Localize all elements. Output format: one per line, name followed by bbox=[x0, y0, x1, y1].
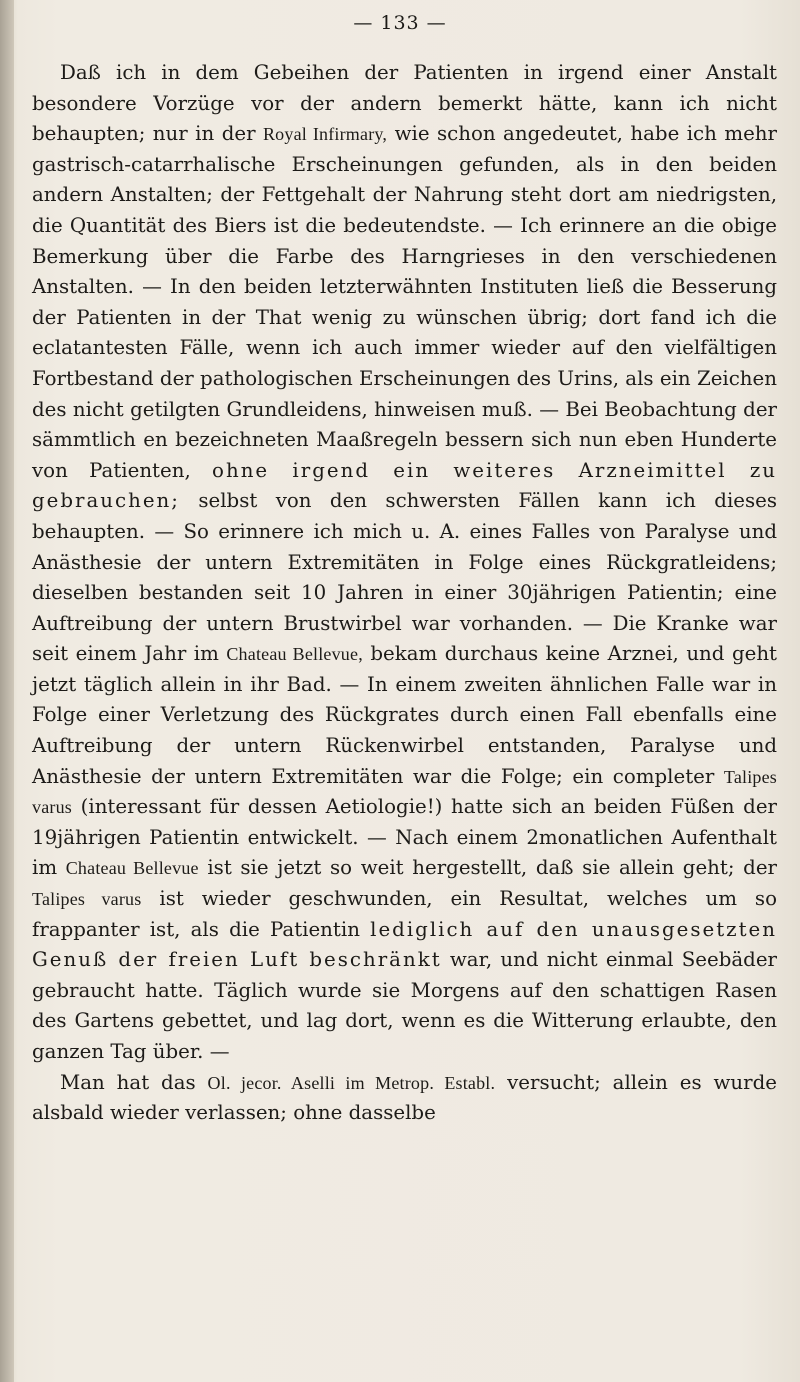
text-segment-roman: Royal Infirmary, bbox=[262, 124, 388, 145]
text-segment-roman: Ol. jecor. Aselli im Metrop. Establ. bbox=[207, 1072, 496, 1093]
text-segment: Man hat das bbox=[60, 1070, 208, 1094]
text-segment: selbst von den schwersten Fällen kann ich dieses behaupten. — So erinnere ich mich u. A. eines Falles von Paralyse und Anästhesie der untern Extremitäten in Folge eines Rückgratleidens; dieselben bestanden seit 10 Jahren in einer 30jährigen Patientin; eine Auftreibung der untern Brustwirbel war vorhanden. — Die Kranke war seit einem Jahr im bbox=[32, 489, 777, 666]
paragraph-2 bbox=[32, 1068, 777, 1129]
text-segment-roman: Chateau Bellevue, bbox=[226, 644, 363, 665]
text-segment: war, und nicht einmal Seebäder gebraucht hatte. Täglich wurde sie Morgens auf den schattigen Rasen des Gartens gebettet, und lag dort, wenn es die Witterung erlaubte, den ganzen Tag über. — bbox=[32, 948, 777, 1063]
text-segment-roman: Chateau Bellevue bbox=[65, 858, 199, 879]
text-segment: versucht; allein es wurde alsbald wieder verlassen; ohne dasselbe bbox=[32, 1070, 778, 1125]
page-number-header: — 133 — bbox=[353, 12, 447, 34]
text-segment-roman: Talipes varus bbox=[32, 889, 142, 910]
text-segment: bekam durchaus keine Arznei, und geht jetzt täglich allein in ihr Bad. — In einem zweiten ähnlichen Falle war in Folge einer Verletzung des Rückgrates durch einen Fall ebenfalls eine Auftreibung der untern Rückenwirbel entstanden, Paralyse und Anästhesie der untern Extremitäten war die Folge; ein completer bbox=[32, 642, 778, 788]
text-segment: ist wieder geschwunden, ein Resultat, welches um so frappanter ist, als die Patientin bbox=[32, 887, 777, 941]
body-text bbox=[32, 58, 777, 1129]
page-spine-shadow bbox=[0, 0, 14, 1382]
text-segment: (interessant für dessen Aetiologie!) hatte sich an beiden Füßen der 19jährigen Patientin entwickelt. — Nach einem 2monatlichen Aufenthalt im bbox=[32, 795, 777, 880]
text-segment: Daß ich in dem Gebeihen der Patienten in irgend einer Anstalt besondere Vorzüge vor der andern bemerkt hätte, kann ich nicht behaupten; nur in der bbox=[32, 61, 777, 146]
text-segment: ist sie jetzt so weit hergestellt, daß sie allein geht; der bbox=[198, 856, 777, 880]
text-segment-spaced: lediglich auf den unausgesetzten Genuß der freien Luft beschränkt bbox=[32, 917, 777, 972]
text-segment-roman: Talipes varus bbox=[32, 766, 777, 818]
paragraph-1 bbox=[32, 58, 777, 1068]
text-segment: wie schon angedeutet, habe ich mehr gastrisch-catarrhalische Erscheinungen gefunden, als in den beiden andern Anstalten; der Fettgehalt der Nahrung steht dort am niedrigsten, die Quantität des Biers ist die bedeutendste. — Ich erinnere an die obige Bemerkung über die Farbe des Harngrieses in den verschiedenen Anstalten. — In den beiden letzterwähnten Instituten ließ die Besserung der Patienten in der That wenig zu wünschen übrig; dort fand ich die eclatantesten Fälle, wenn ich auch immer wieder auf den vielfältigen Fortbestand der pathologischen Erscheinungen des Urins, als ein Zeichen des nicht getilgten Grundleidens, hinweisen muß. — Bei Beobachtung der sämmtlich en bezeichneten Maaßregeln bessern sich nun eben Hunderte von Patienten, bbox=[32, 122, 777, 482]
text-segment-spaced: ohne irgend ein weiteres Arzneimittel zu gebrauchen; bbox=[32, 458, 777, 513]
